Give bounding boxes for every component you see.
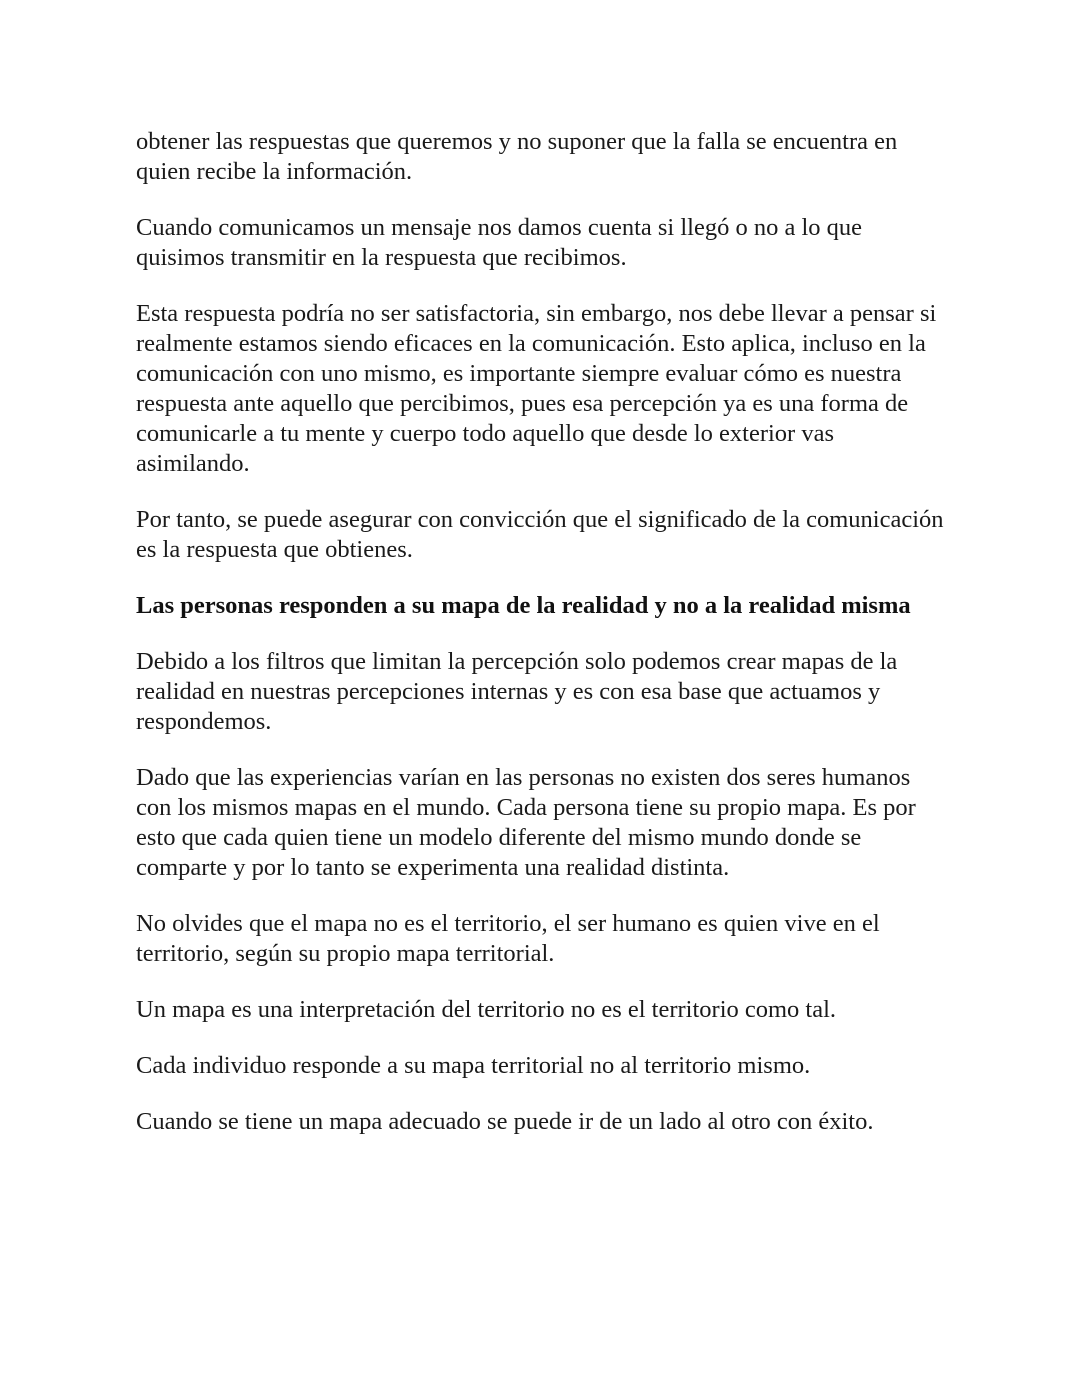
paragraph: Dado que las experiencias varían en las personas no existen dos seres humanos con los mismos mapas en el mundo. Cada persona tiene su propio mapa. Es por esto que cada quien tiene un modelo diferente del mismo mundo donde se comparte y por lo tanto se experimenta una realidad distinta.	[136, 764, 916, 881]
paragraph: obtener las respuestas que queremos y no suponer que la falla se encuentra en quien recibe la información.	[136, 128, 898, 185]
paragraph: No olvides que el mapa no es el territorio, el ser humano es quien vive en el territorio, según su propio mapa territorial.	[136, 910, 880, 967]
paragraph: Cuando se tiene un mapa adecuado se puede ir de un lado al otro con éxito.	[136, 1108, 874, 1135]
paragraph: Esta respuesta podría no ser satisfactoria, sin embargo, nos debe llevar a pensar si realmente estamos siendo eficaces en la comunicación. Esto aplica, incluso en la comunicación con uno mismo, es importante siempre evaluar cómo es nuestra respuesta ante aquello que percibimos, pues esa percepción ya es una forma de comunicarle a tu mente y cuerpo todo aquello que desde lo exterior vas asimilando.	[136, 300, 937, 477]
paragraph: Un mapa es una interpretación del territorio no es el territorio como tal.	[136, 996, 837, 1023]
document-page	[136, 127, 946, 1163]
section-heading: Las personas responden a su mapa de la realidad y no a la realidad misma	[136, 592, 911, 619]
paragraph: Cada individuo responde a su mapa territorial no al territorio mismo.	[136, 1052, 811, 1079]
paragraph: Cuando comunicamos un mensaje nos damos cuenta si llegó o no a lo que quisimos transmitir en la respuesta que recibimos.	[136, 214, 863, 271]
paragraph: Por tanto, se puede asegurar con convicción que el significado de la comunicación es la respuesta que obtienes.	[136, 506, 944, 563]
paragraph: Debido a los filtros que limitan la percepción solo podemos crear mapas de la realidad en nuestras percepciones internas y es con esa base que actuamos y respondemos.	[136, 648, 898, 735]
